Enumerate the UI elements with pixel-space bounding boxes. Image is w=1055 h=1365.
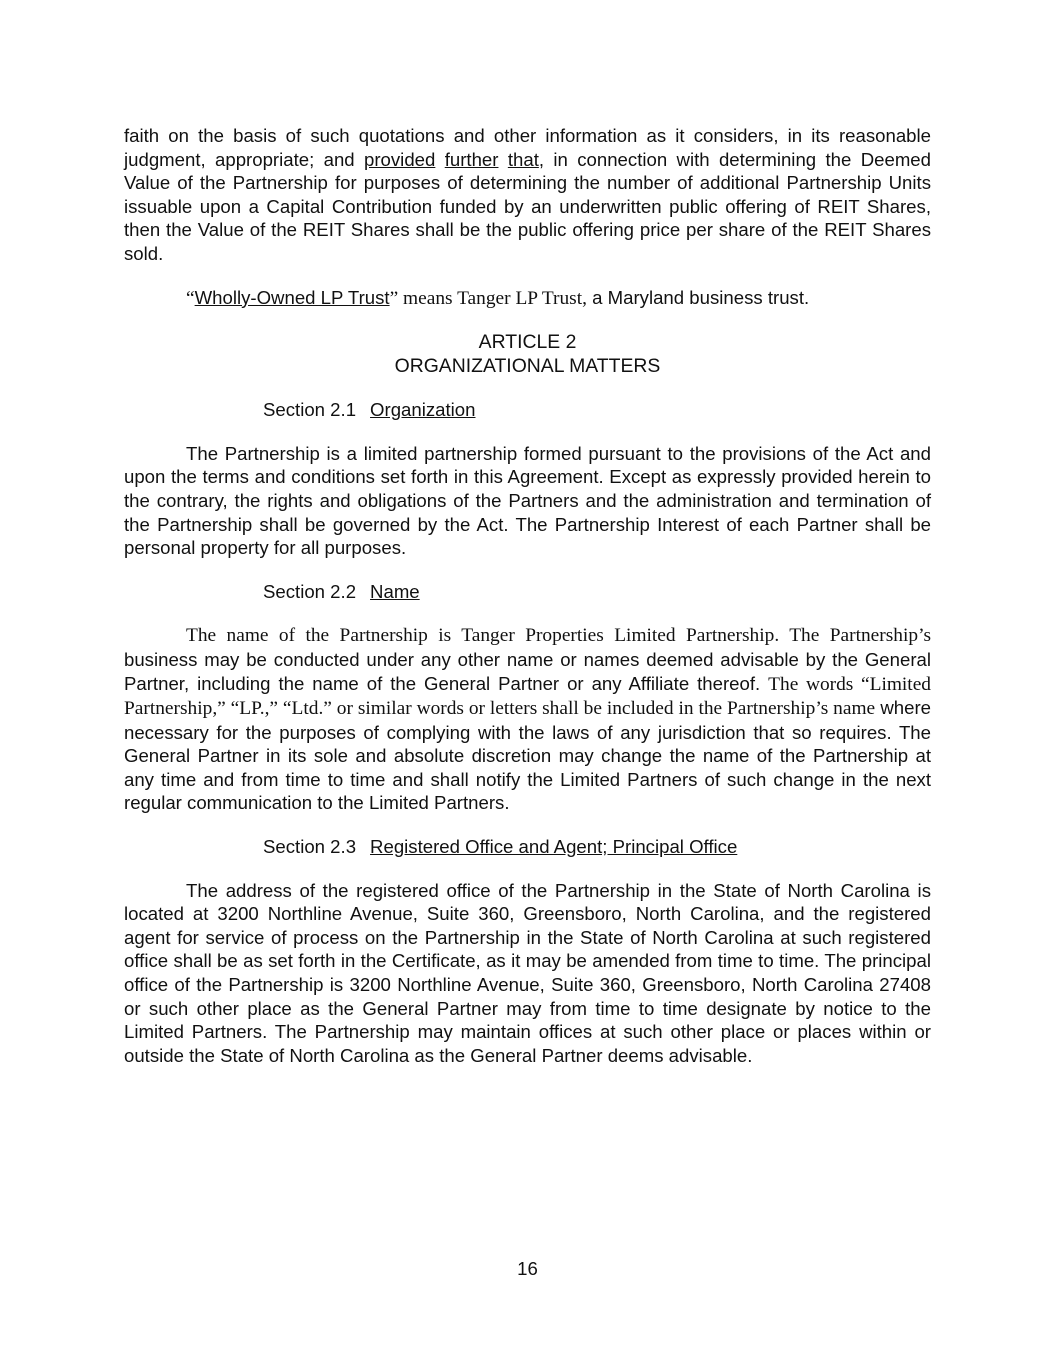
document-page bbox=[124, 124, 931, 1087]
section-label: Section 2.3 bbox=[263, 836, 357, 858]
section-body-2-2-serif-1: The name of the Partnership is Tanger Properties Limited Partnership. The Partnership’s bbox=[186, 625, 931, 647]
continued-paragraph bbox=[124, 124, 931, 266]
section-label: Section 2.2 bbox=[263, 580, 357, 602]
page-number: 16 bbox=[517, 1258, 538, 1279]
further-term: further bbox=[444, 148, 499, 170]
section-label: Section 2.1 bbox=[263, 399, 357, 421]
provided-term: provided bbox=[364, 148, 436, 170]
section-body-2-2-sans-1: business may be conducted under any other name or names deemed advisable by the General Partner, including the name of the General Partner or any Affiliate thereof. bbox=[124, 648, 931, 694]
that-term: that bbox=[507, 148, 539, 170]
section-heading-2-3 bbox=[124, 835, 931, 859]
section-heading-2-1 bbox=[124, 398, 931, 422]
section-body-2-2 bbox=[124, 623, 931, 815]
article-title: ORGANIZATIONAL MATTERS bbox=[394, 355, 661, 378]
definition-rest: a Maryland business trust. bbox=[586, 286, 810, 308]
section-title: Organization bbox=[370, 399, 476, 421]
section-title: Registered Office and Agent; Principal Office bbox=[370, 836, 738, 858]
article-heading bbox=[124, 330, 931, 378]
definition-means: ” means Tanger LP Trust, bbox=[389, 287, 587, 309]
continued-paragraph-text-1: faith on the basis of such quotations and other information as it considers, in its reasonable judgment, appropriate; and bbox=[124, 125, 931, 170]
definition-wholly-owned-lp-trust bbox=[124, 286, 931, 311]
definition-open-quote: “ bbox=[186, 287, 195, 309]
continued-paragraph-text-2: , in connection with determining the Deemed Value of the Partnership for purposes of determining the number of additional Partnership Units issuable upon a Capital Contribution funded by an underwritten public offering of REIT Shares, then the Value of the REIT Shares shall be the public offering price per share of the REIT Shares sold. bbox=[124, 148, 931, 264]
section-body-2-2-sans-2: where necessary for the purposes of complying with the laws of any jurisdiction that so requires. The General Partner in its sole and absolute discretion may change the name of the Partnership at any time and from time to time and shall notify the Limited Partners of such change in the next regular communication to the Limited Partners. bbox=[124, 697, 931, 814]
section-body-2-2-serif-2: The words “Limited Partnership,” “LP.,” “Ltd.” or similar words or letters shall be included in the Partnership’s name bbox=[124, 673, 931, 720]
defined-term: Wholly-Owned LP Trust bbox=[194, 286, 390, 308]
section-title: Name bbox=[370, 580, 420, 602]
section-body-2-1: The Partnership is a limited partnership formed pursuant to the provisions of the Act and upon the terms and conditions set forth in this Agreement. Except as expressly provided herein to the contrary, the rights and obligations of the Partners and the administration and termination of the Partnership shall be governed by the Act. The Partnership Interest of each Partner shall be personal property for all purposes. bbox=[124, 442, 931, 559]
section-body-2-3: The address of the registered office of the Partnership in the State of North Carolina is located at 3200 Northline Avenue, Suite 360, Greensboro, North Carolina, and the registered agent for service of process on the Partnership in the State of North Carolina at such registered office shall be as set forth in the Certificate, as it may be amended from time to time. The principal office of the Partnership is 3200 Northline Avenue, Suite 360, Greensboro, North Carolina 27408 or such other place as the General Partner may from time to time designate by notice to the Limited Partners. The Partnership may maintain offices at such other place or places within or outside the State of North Carolina as the General Partner deems advisable. bbox=[124, 879, 931, 1066]
section-heading-2-2 bbox=[124, 580, 931, 604]
article-number: ARTICLE 2 bbox=[478, 331, 577, 354]
